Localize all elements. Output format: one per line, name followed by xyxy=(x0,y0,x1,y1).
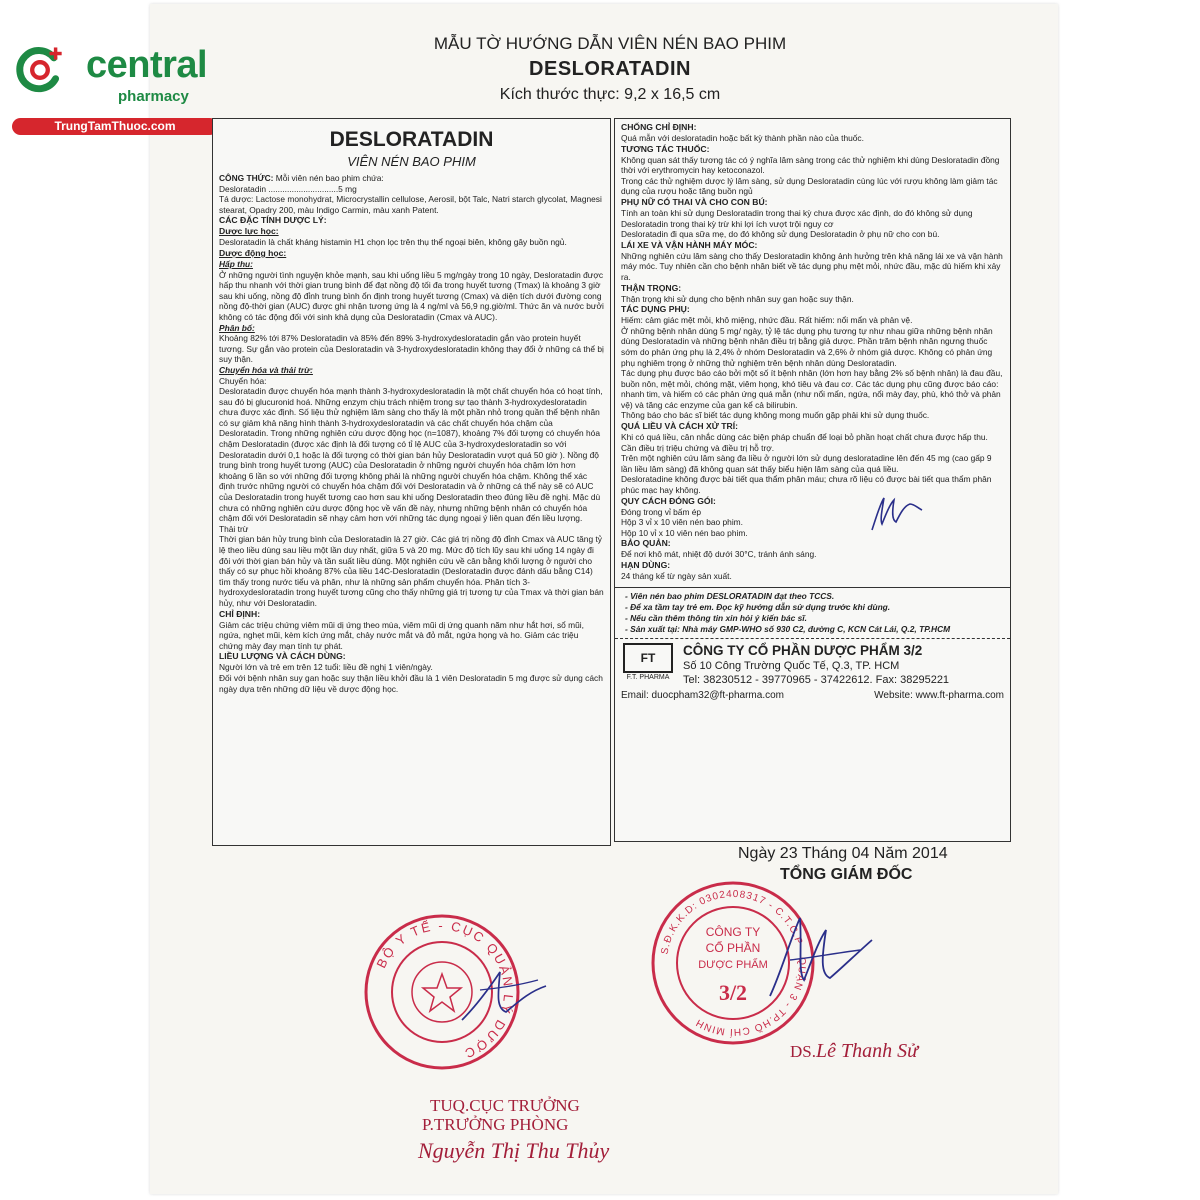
note-2: - Để xa tầm tay trẻ em. Đọc kỹ hướng dẫn sử dụng trước khi dùng. xyxy=(625,601,891,612)
ds-name: Lê Thanh Sử xyxy=(815,1040,919,1062)
packaging-text-3: Hộp 10 vỉ x 10 viên nén bao phim. xyxy=(621,527,748,538)
overdose-text-3: Desloratadine không được bài tiết qua thẩm phân máu; chưa rõ liệu có được bài tiết qua thẩm phân phúc mạc hay không. xyxy=(621,474,992,496)
side-effects-heading: TÁC DỤNG PHỤ: xyxy=(621,304,690,315)
director-name xyxy=(790,1040,918,1063)
doc-header-line1: MẪU TỜ HƯỚNG DẪN VIÊN NÉN BAO PHIM xyxy=(433,34,787,53)
caution-heading: THẬN TRỌNG: xyxy=(621,282,682,293)
interaction-text-1: Không quan sát thấy tương tác có ý nghĩa lâm sàng trong các thử nghiệm khi dùng Desloratadin đồng thời với erythromycin hay ketoconazol. xyxy=(621,154,1000,176)
sign-date: Ngày 23 Tháng 04 Năm 2014 xyxy=(738,845,948,862)
product-form: VIÊN NÉN BAO PHIM xyxy=(347,154,476,169)
expiry-text: 24 tháng kể từ ngày sản xuất. xyxy=(621,571,732,581)
doc-header-product: DESLORATADIN xyxy=(529,58,691,80)
formula-line xyxy=(219,173,604,184)
storage-heading: BẢO QUẢN: xyxy=(621,538,671,549)
pregnancy-text-1: Tính an toàn khi sử dụng Desloratadin trong thai kỳ chưa được xác định, do đó không sử dụng Desloratadin trong thai kỳ trừ khi lợi ích vượt trội nguy cơ xyxy=(621,207,973,229)
interaction-text-2: Trong các thử nghiệm dược lý lâm sàng, sử dụng Desloratadin cùng lúc với rượu không làm giảm tác dụng của rượu hoặc tăng buồn ngủ xyxy=(621,175,998,197)
company-logo xyxy=(621,643,675,681)
interaction-heading: TƯƠNG TÁC THUỐC: xyxy=(621,143,710,154)
company-contact xyxy=(621,690,1004,701)
leaflet-left-column xyxy=(212,118,611,846)
seal-line-3: DƯỢC PHẨM xyxy=(698,959,768,971)
logo-name: central xyxy=(86,44,208,86)
divider xyxy=(615,587,1010,588)
elimination-sub: Thải trừ xyxy=(219,523,249,534)
driving-text: Những nghiên cứu lâm sàng cho thấy Desloratadin không ảnh hưởng trên khả năng lái xe và vận hành máy móc. Tuy nhiên cần cho bệnh nhân biết về tác dụng phụ mệt mỏi, nhức đầu, mặc dù hiếm khi xảy ra. xyxy=(621,250,1003,282)
note-1: - Viên nén bao phim DESLORATADIN đạt theo TCCS. xyxy=(625,590,835,601)
seal-line-1: CÔNG TY xyxy=(705,925,761,939)
pharmacy-logo xyxy=(8,40,213,135)
pd-heading: Dược lực học: xyxy=(219,226,279,237)
company-website: Website: www.ft-pharma.com xyxy=(874,689,1004,701)
driving-heading: LÁI XE VÀ VẬN HÀNH MÁY MÓC: xyxy=(621,239,758,250)
metabolism-text: Desloratadin được chuyển hóa mạnh thành 3-hydroxydesloratadin là một chất chuyển hóa có hoạt tính, sau đó bị glucuronid hoá. Những enzym chịu trách nhiệm trong sự tạo thành 3-hydroxydesloratadin chưa được xác định. Số liệu thử nghiệm lâm sàng cho thấy là một phần nhỏ trong quần thể bệnh nhân có sự giảm khả năng hình thành 3-hydroxydesloratadin và các chất chuyển hóa chậm của Desloratadin. Trong những nghiên cứu dược động học (n=1087), khoảng 7% đối tượng có chuyển hóa chậm Desloratadin (được xác định là đối tượng có tỉ lệ AUC của 3-hydroxydesloratadin so với Desloratadin dưới 0,1 hoặc là đối tượng có thời gian bán hủy Desloratadin vượt quá 50 giờ ). Nồng độ trung bình trong huyết tương (AUC) của Desloratadin ở những người chuyển hóa chậm lớn hơn khoảng 6 lần so với những đối tượng không phải là những người chuyển hóa chậm. Không thể xác định trước những người có chuyển hóa chậm đối với Desloratadin và ở những cá thể này sẽ có AUC của Desloratadin trong huyết tương cao hơn sau khi uống Desloratadin theo đúng liều đề nghị. Mặc dù chưa có những nghiên cứu dược động học về vấn đề này, nhưng những bệnh nhân có chuyển hóa chậm đối với Desloratadin sẽ nhạy cảm hơn với những tác dụng ngoại ý liên quan đến liều lượng. xyxy=(219,386,603,524)
absorption-text: Ở những người tình nguyện khỏe mạnh, sau khi uống liều 5 mg/ngày trong 10 ngày, Desloratadin được hấp thu nhanh với thời gian trung bình để đạt nồng độ tối đa trong huyết tương (Tmax) là khoảng 3 giờ sau khi uống, nồng độ đỉnh trung bình ổn định trong huyết tương (Cmax) và diện tích dưới đường cong nồng độ-thời gian (AUC) được ghi nhận tương ứng là 4 ng/ml và 56,9 ng.giờ/ml. Thức ăn và nước bưởi không có tác động đối với sinh khả dụng của Desloratadin (Cmax và AUC). xyxy=(219,269,604,322)
expiry-heading: HẠN DÙNG: xyxy=(621,560,671,570)
government-seal-ring: BỘ Y TẾ - CỤC QUẢN LÝ DƯỢC xyxy=(373,917,517,1062)
pk-heading: Dược động học: xyxy=(219,247,287,258)
pharm-heading: CÁC ĐẶC TÍNH DƯỢC LÝ: xyxy=(219,215,327,226)
excipients: Tá dược: Lactose monohydrat, Microcrystallin cellulose, Aerosil, bột Talc, Natri starch glycolat, Magnesi stearat, Opadry 200, màu Indigo Carmin, màu xanh Patent. xyxy=(219,194,602,215)
packaging-heading: QUY CÁCH ĐÓNG GÓI: xyxy=(621,495,716,506)
pharmacy-cross-icon xyxy=(14,44,66,96)
overdose-heading: QUÁ LIỀU VÀ CÁCH XỬ TRÍ: xyxy=(621,421,738,432)
active-ingredient: Desloratadin ..............................5 mg xyxy=(219,183,357,194)
ds-prefix: DS. xyxy=(790,1042,816,1061)
gov-name: Nguyễn Thị Thu Thủy xyxy=(418,1138,610,1163)
absorption-heading: Hấp thu: xyxy=(219,258,253,269)
indication-heading: CHỈ ĐỊNH: xyxy=(219,608,261,619)
formula-heading: CÔNG THỨC: xyxy=(219,173,274,183)
seal-line-2: CỔ PHẦN xyxy=(705,941,761,955)
gov-title-1: TUQ.CỤC TRƯỞNG xyxy=(430,1096,580,1115)
dosage-heading: LIỀU LƯỢNG VÀ CÁCH DÙNG: xyxy=(219,651,346,662)
company-block xyxy=(621,643,1004,688)
storage-text: Để nơi khô mát, nhiệt độ dưới 30°C, tránh ánh sáng. xyxy=(621,549,817,560)
product-title: DESLORATADIN xyxy=(329,128,494,151)
overdose-text-1: Khi có quá liều, cân nhắc dùng các biện pháp chuẩn để loại bỏ phần hoạt chất chưa được hấp thu. Cần điều trị triệu chứng và điều trị hỗ trợ. xyxy=(621,432,988,453)
elimination-text: Thời gian bán hủy trung bình của Desloratadin là 27 giờ. Các giá trị nồng độ đỉnh Cmax và AUC tăng tỷ lệ theo liều dùng sau liều một lần duy nhất, giữa 5 và 20 mg. Mức độ tích lũy sau khi uống 14 ngày đi đôi với thời gian bán hủy và tần suất liều dùng. Một nghiên cứu về cân bằng khối lượng ở người cho thấy có sự phục hồi khoảng 87% của liều 14C-Desloratadin (Desloratadin được đánh dấu bằng C14) tìm thấy trong nước tiểu và phân, như là những sản phẩm chuyển hóa. Phân tích 3-hydroxydesloratadin trong huyết tương cũng cho thấy những giá trị tương tự của Tmax và thời gian bán hủy, như với Desloratadin. xyxy=(219,534,604,608)
pregnancy-heading: PHỤ NỮ CÓ THAI VÀ CHO CON BÚ: xyxy=(621,196,768,207)
logo-sub: pharmacy xyxy=(118,88,189,105)
packaging-text-2: Hộp 3 vỉ x 10 viên nén bao phim. xyxy=(621,517,743,528)
indication-text: Giảm các triệu chứng viêm mũi dị ứng theo mùa, viêm mũi dị ứng quanh năm như hắt hơi, sổ mũi, ngứa, nghẹt mũi, kèm kích ứng mắt, chảy nước mắt và đỏ mắt, ngứa họng và ho. Giảm các triệu chứng mày đay mạn tính tự phát. xyxy=(219,619,584,651)
pd-text: Desloratadin là chất kháng histamin H1 chọn lọc trên thụ thể ngoại biên, không gây buồn ngủ. xyxy=(219,237,567,248)
pregnancy-text-2: Desloratadin đi qua sữa mẹ, do đó không sử dụng Desloratadin ở phụ nữ cho con bú. xyxy=(621,229,940,240)
initials-signature xyxy=(866,490,926,534)
formula-text: Mỗi viên nén bao phim chứa: xyxy=(273,173,384,183)
company-logo-label: F.T. PHARMA xyxy=(626,673,670,681)
caution-text: Thận trọng khi sử dụng cho bệnh nhân suy gan hoặc suy thận. xyxy=(621,293,854,304)
contra-text: Quá mẫn với desloratadin hoặc bất kỳ thành phần nào của thuốc. xyxy=(621,133,864,143)
side-effects-text-2: Ở những bệnh nhân dùng 5 mg/ ngày, tỷ lệ tác dụng phụ tương tự như nhau giữa những bệnh nhân dùng Desloratadin và những bệnh nhân điều trị bằng giả dược. Phần trăm bệnh nhân ngưng thuốc sớm do phản ứng phụ là 2,4% ở nhóm Desloratadin và 2,6% ở nhóm giả dược. Không có phản ứng phụ nghiêm trọng ở những thử nghiệm trên bệnh nhân dùng Desloratadin. xyxy=(621,325,993,368)
note-4: - Sản xuất tại: Nhà máy GMP-WHO số 930 C2, đường C, KCN Cát Lái, Q.2, TP.HCM xyxy=(625,623,951,634)
leaflet-right-column xyxy=(614,118,1011,842)
metabolism-sub: Chuyển hóa: xyxy=(219,375,267,386)
seal-line-4: 3/2 xyxy=(718,980,748,1005)
side-effects-text-3: Tác dụng phụ được báo cáo bởi một số ít bệnh nhân (lớn hơn hay bằng 2% số bệnh nhân) là đau đầu, buồn nôn, mệt mỏi, chóng mặt, viêm họng, khó tiêu và đau cơ. Các tác dụng phụ cũng được báo cáo: nhanh tim, và hiếm có các phản ứng quá mẫn (như nổi mẩn, ngứa, nổi mày đay, phù, khó thở và phản vệ) và tăng các enzyme của gan kể cả bilirubin. xyxy=(621,368,1003,410)
packaging-text-1: Đóng trong vỉ bấm ép xyxy=(621,506,702,517)
distribution-text: Khoảng 82% tới 87% Desloratadin và 85% đến 89% 3-hydroxydesloratadin gắn vào protein huyết tương. Sự gắn vào protein của Desloratadin và 3-hydroxydesloratadin không thay đổi ở những cá thể bị suy thận. xyxy=(219,333,604,365)
note-3: - Nếu cần thêm thông tin xin hỏi ý kiến bác sĩ. xyxy=(625,612,807,623)
director-signature xyxy=(760,900,880,1010)
gov-title-2: P.TRƯỞNG PHÒNG xyxy=(422,1115,569,1134)
director-title: TỔNG GIÁM ĐỐC xyxy=(780,866,913,883)
logo-url: TrungTamThuoc.com xyxy=(12,118,218,135)
overdose-text-2: Trên một nghiên cứu lâm sàng đa liều ở người lớn sử dụng desloratadine lên đến 45 mg (cao gấp 9 lần liều lâm sàng) đã không quan sát thấy biểu hiện lâm sàng của quá liều. xyxy=(621,453,992,474)
company-name: CÔNG TY CỔ PHẦN DƯỢC PHẨM 3/2 xyxy=(683,642,923,658)
contra-heading: CHỐNG CHỈ ĐỊNH: xyxy=(621,122,697,132)
divider-dashed xyxy=(615,638,1010,639)
government-signature xyxy=(450,950,560,1040)
dosage-text-adult: Người lớn và trẻ em trên 12 tuổi: liều đề nghị 1 viên/ngày. xyxy=(219,662,433,673)
company-address: Số 10 Công Trường Quốc Tế, Q.3, TP. HCM xyxy=(683,659,900,672)
dosage-text-renal: Đối với bệnh nhân suy gan hoặc suy thận liều khởi đầu là 1 viên Desloratadin 5 mg được sử dụng cách ngày dựa trên những dữ liệu về dược động học. xyxy=(219,672,603,694)
doc-header-size: Kích thước thực: 9,2 x 16,5 cm xyxy=(499,86,721,103)
side-effects-text-4: Thông báo cho bác sĩ biết tác dụng không mong muốn gặp phải khi sử dụng thuốc. xyxy=(621,410,930,421)
company-phone: Tel: 38230512 - 39770965 - 37422612. Fax: 38295221 xyxy=(683,673,950,686)
ft-logo-icon: FT xyxy=(623,643,673,673)
metabolism-heading: Chuyển hóa và thải trừ: xyxy=(219,364,313,375)
distribution-heading: Phân bố: xyxy=(219,322,255,333)
side-effects-text-1: Hiếm: cảm giác mệt mỏi, khô miệng, nhức đầu. Rất hiếm: nổi mẩn và phản vệ. xyxy=(621,315,913,326)
company-seal-ring: S.Đ.K.K.D: 0302408317 - C.T.C.P - QUẬN 3 - TP.HỒ CHÍ MINH xyxy=(659,888,808,1038)
company-email: Email: duocpham32@ft-pharma.com xyxy=(621,689,784,701)
